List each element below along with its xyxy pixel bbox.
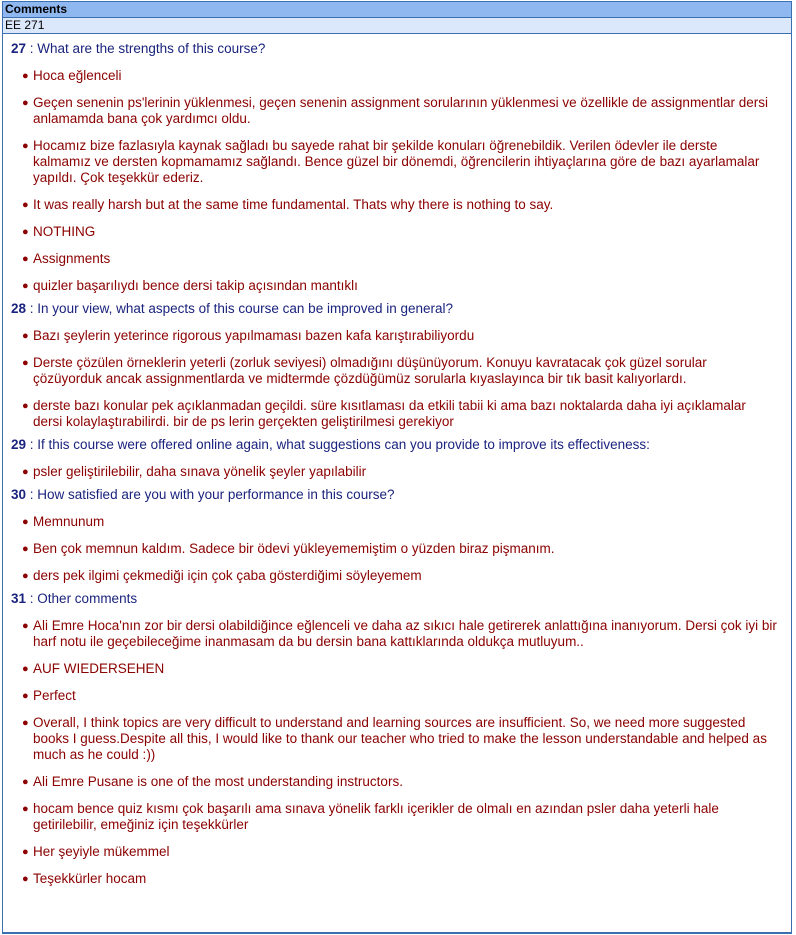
bullet-icon: ● [22, 97, 29, 109]
answer-text: It was really harsh but at the same time fundamental. Thats why there is nothing to say. [33, 197, 554, 212]
panel-title: Comments [3, 2, 791, 18]
answer-list [9, 68, 785, 294]
answer-text: Ali Emre Pusane is one of the most understanding instructors. [33, 774, 403, 789]
bullet-icon: ● [22, 543, 29, 555]
bullet-icon: ● [22, 280, 29, 292]
question-number: 31 [11, 591, 27, 606]
question-heading: 30 : How satisfied are you with your performance in this course? [11, 487, 395, 502]
question-text: If this course were offered online again, what suggestions can you provide to improve its effectiveness: [37, 437, 650, 452]
bullet-icon: ● [22, 253, 29, 265]
question-text: How satisfied are you with your performance in this course? [37, 487, 395, 502]
answer-text: NOTHING [33, 224, 96, 239]
answer-text: psler geliştirilebilir, daha sınava yönelik şeyler yapılabilir [33, 464, 367, 479]
answer-text: hocam bence quiz kısmı çok başarılı ama sınava yönelik farklı içerikler de olmalı en azından psler daha yeterli hale getirilebilir, emeğiniz için teşekkürler [33, 801, 719, 832]
answer-text: Memnunum [33, 514, 105, 529]
course-code: EE 271 [3, 18, 791, 34]
answer-item [9, 774, 785, 790]
answer-item [9, 328, 785, 344]
bullet-icon: ● [22, 400, 29, 412]
answer-text: Perfect [33, 688, 76, 703]
bullet-icon: ● [22, 717, 29, 729]
answer-list [9, 514, 785, 584]
answer-text: Her şeyiyle mükemmel [33, 844, 170, 859]
answer-item [9, 197, 785, 213]
question-heading: 31 : Other comments [11, 591, 138, 606]
answer-item [9, 844, 785, 860]
bullet-icon: ● [22, 357, 29, 369]
question-heading: 29 : If this course were offered online again, what suggestions can you provide to improve its effectiveness: [11, 437, 650, 452]
answer-item [9, 514, 785, 530]
question-number: 29 [11, 437, 27, 452]
answer-item [9, 224, 785, 240]
answer-list [9, 618, 785, 887]
bullet-icon: ● [22, 873, 29, 885]
answer-item [9, 688, 785, 704]
answer-item [9, 871, 785, 887]
answer-item [9, 278, 785, 294]
answer-text: Bazı şeylerin yeterince rigorous yapılmaması bazen kafa karıştırabiliyordu [33, 328, 475, 343]
answer-text: Ali Emre Hoca'nın zor bir dersi olabildiğince eğlenceli ve daha az sıkıcı hale getirerek anlattığına inanıyorum. Dersi çok iyi bir harf notu ile geçebileceğime inanmasam da bu dersin bana kattıklarında oldukça mutluyum.. [33, 618, 777, 649]
answer-text: Derste çözülen örneklerin yeterli (zorluk seviyesi) olmadığını düşünüyorum. Konuyu kavratacak çok güzel sorular çözüyorduk ancak assignmentlarda ve midtermde çözdüğümüz sorularla kıyaslayınca bir tık basit kalıyorlardı. [33, 355, 707, 386]
answer-text: Ben çok memnun kaldım. Sadece bir ödevi yükleyememiştim o yüzden biraz pişmanım. [33, 541, 555, 556]
answer-item [9, 138, 785, 186]
question-number: 27 [11, 41, 27, 56]
answer-text: quizler başarılıydı bence dersi takip açısından mantıklı [33, 278, 358, 293]
answer-text: AUF WIEDERSEHEN [33, 661, 165, 676]
bullet-icon: ● [22, 199, 29, 211]
bullet-icon: ● [22, 226, 29, 238]
answer-text: ders pek ilgimi çekmediği için çok çaba gösterdiğimi söyleyemem [33, 568, 422, 583]
answer-item [9, 618, 785, 650]
answer-list [9, 464, 785, 480]
answer-item [9, 68, 785, 84]
bullet-icon: ● [22, 466, 29, 478]
answer-text: Hocamız bize fazlasıyla kaynak sağladı bu sayede rahat bir şekilde konuları öğrenebildik. Verilen ödevler ile derste kalmamız ve dersten kopmamamız sağlandı. Bence güzel bir dönemdi, öğrencilerin ihtiyaçlarına göre de bazı ayarlamalar yapıldı. Çok teşekkür ederiz. [33, 138, 760, 185]
question-text: What are the strengths of this course? [37, 41, 266, 56]
answer-item [9, 95, 785, 127]
answer-item [9, 355, 785, 387]
answer-text: Teşekkürler hocam [33, 871, 147, 886]
bullet-icon: ● [22, 70, 29, 82]
question-heading: 28 : In your view, what aspects of this course can be improved in general? [11, 301, 454, 316]
bullet-icon: ● [22, 663, 29, 675]
comments-panel [2, 1, 792, 933]
answer-item [9, 801, 785, 833]
bullet-icon: ● [22, 776, 29, 788]
questions-list [3, 41, 791, 887]
answer-text: Geçen senenin ps'lerinin yüklenmesi, geçen senenin assignment sorularının yüklenmesi ve özellikle de assignmentlar dersi anlamamda bana çok yardımcı oldu. [33, 95, 768, 126]
question-text: Other comments [37, 591, 138, 606]
bullet-icon: ● [22, 620, 29, 632]
answer-item [9, 661, 785, 677]
bullet-icon: ● [22, 803, 29, 815]
answer-item [9, 541, 785, 557]
answer-item [9, 251, 785, 267]
bottom-divider [2, 932, 792, 934]
bullet-icon: ● [22, 516, 29, 528]
question-number: 30 [11, 487, 27, 502]
bullet-icon: ● [22, 330, 29, 342]
bullet-icon: ● [22, 140, 29, 152]
answer-item [9, 568, 785, 584]
answer-text: Overall, I think topics are very difficult to understand and learning sources are insufficient. So, we need more suggested books I guess.Despite all this, I would like to thank our teacher who tried to make the lesson understandable and helped as much as he could :)) [33, 715, 767, 762]
bullet-icon: ● [22, 570, 29, 582]
question-text: In your view, what aspects of this course can be improved in general? [37, 301, 454, 316]
question-number: 28 [11, 301, 27, 316]
answer-item [9, 464, 785, 480]
question-heading: 27 : What are the strengths of this course? [11, 41, 266, 56]
answer-list [9, 328, 785, 430]
bullet-icon: ● [22, 690, 29, 702]
bullet-icon: ● [22, 846, 29, 858]
answer-item [9, 715, 785, 763]
answer-text: derste bazı konular pek açıklanmadan geçildi. süre kısıtlaması da etkili tabii ki ama bazı noktalarda daha iyi açıklamalar dersi kolaylaştırabilirdi. bir de ps lerin gerçekten geliştirilmesi gerekiyor [33, 398, 746, 429]
answer-text: Assignments [33, 251, 111, 266]
answer-item [9, 398, 785, 430]
answer-text: Hoca eğlenceli [33, 68, 122, 83]
